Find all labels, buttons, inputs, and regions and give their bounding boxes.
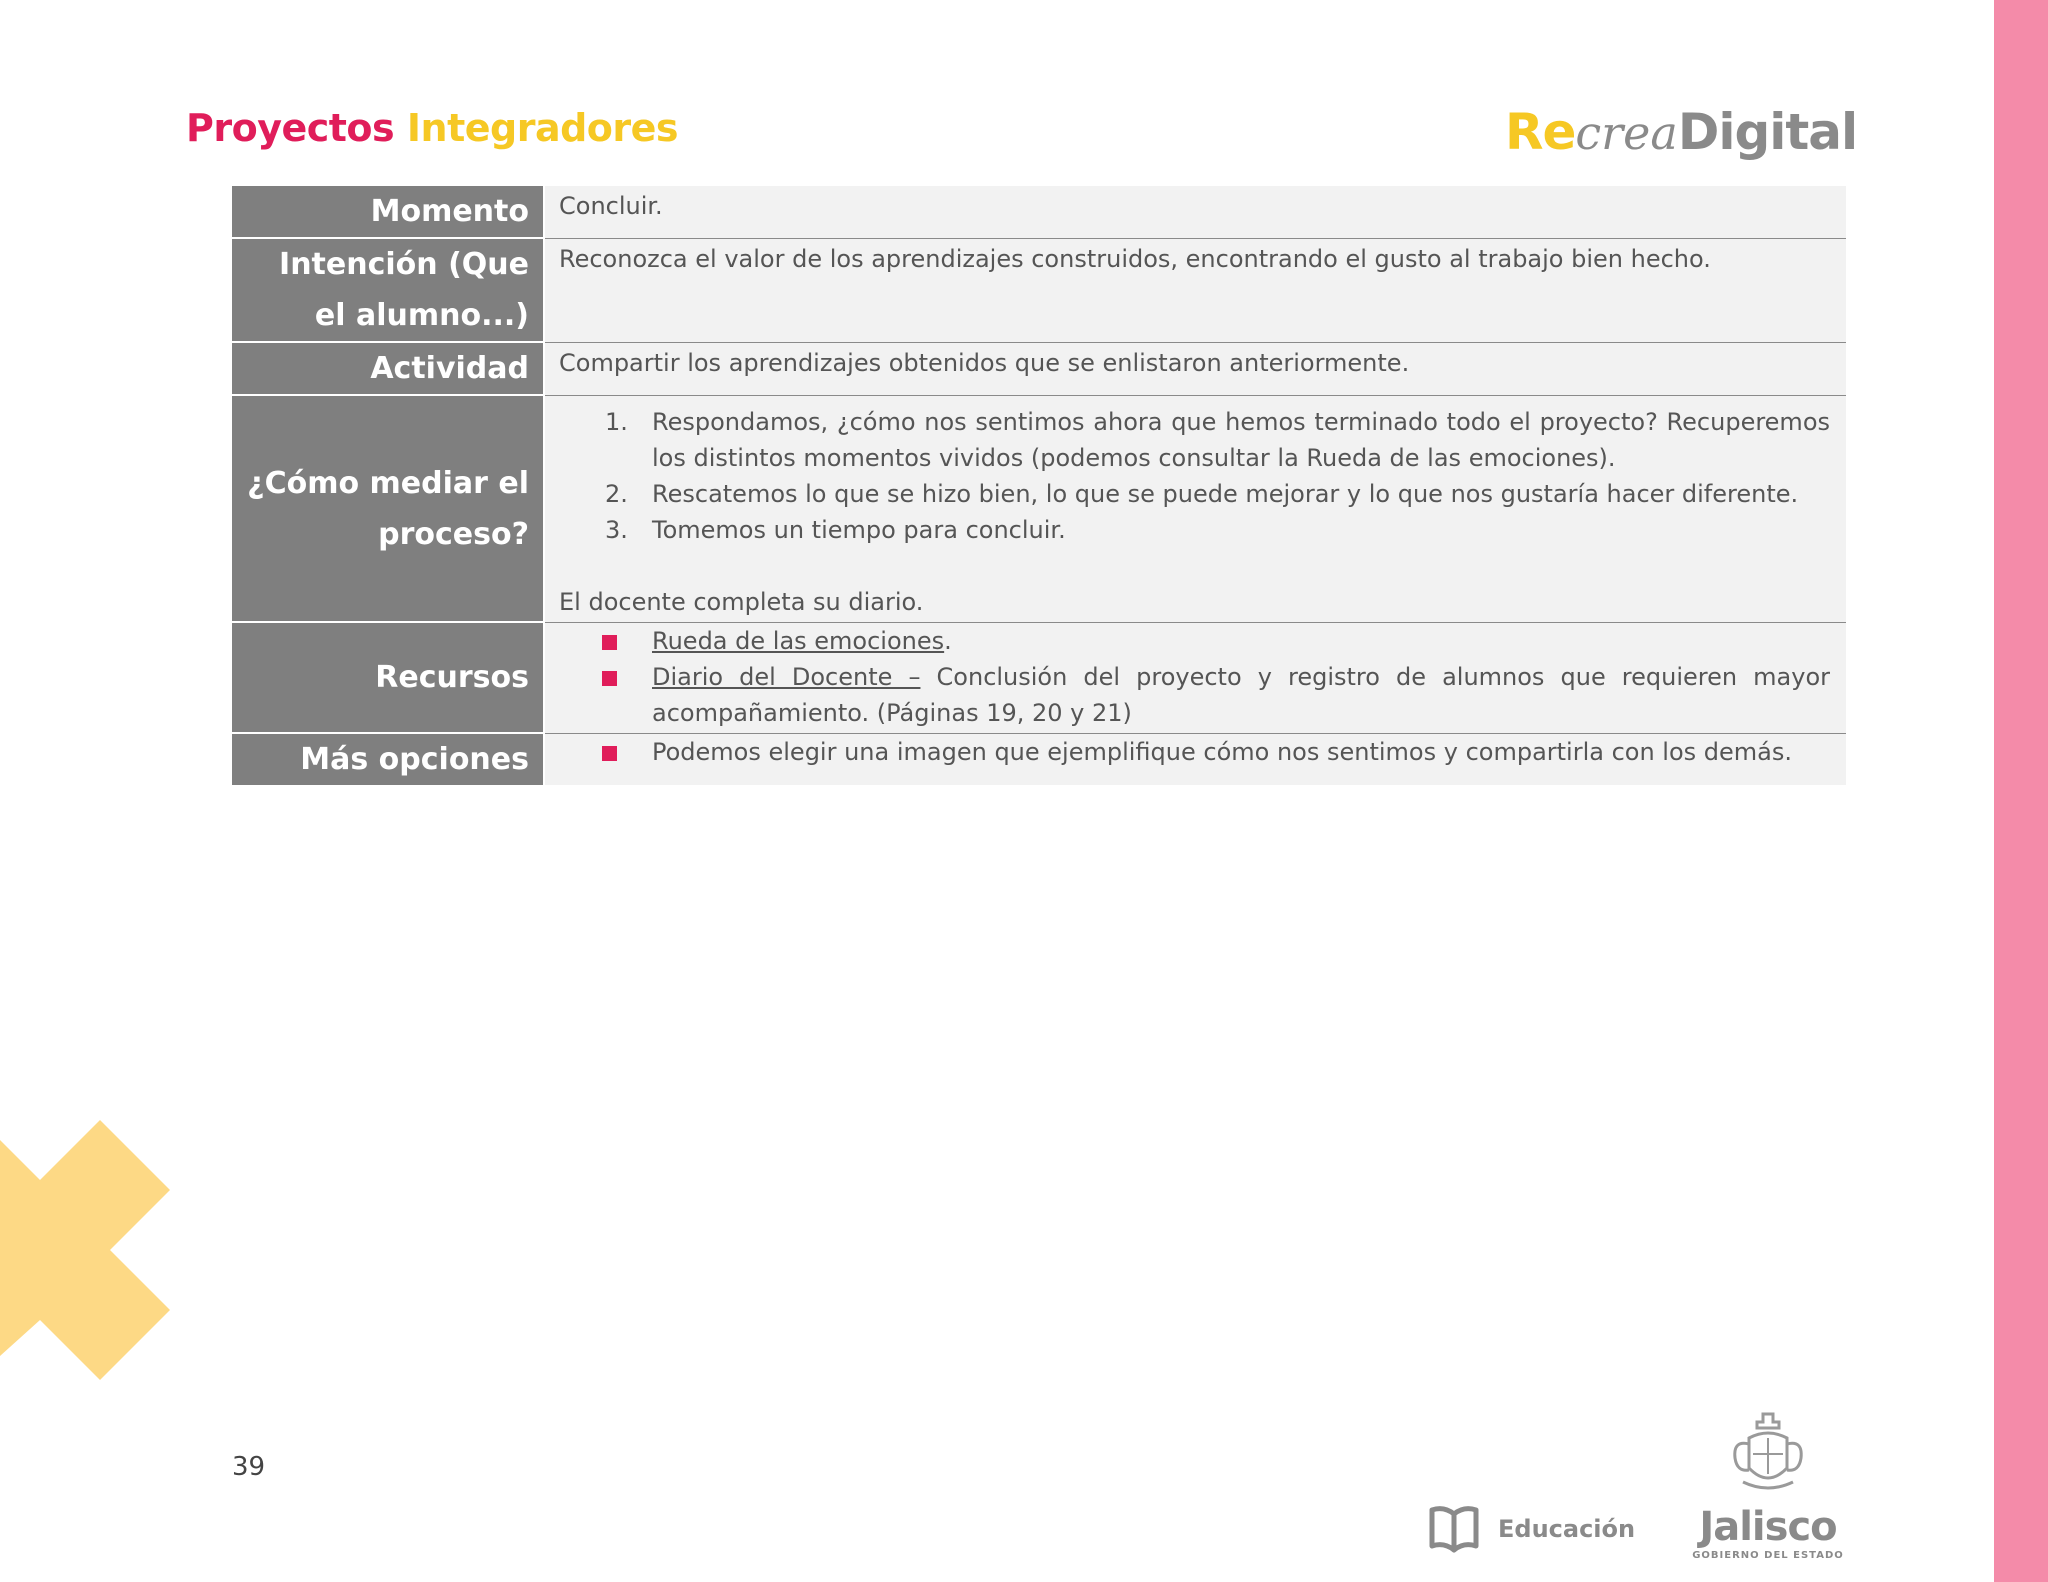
logo-digital: Digital	[1677, 103, 1858, 161]
spacer	[559, 548, 1830, 584]
label-momento: Momento	[232, 186, 544, 238]
x-shape-path	[0, 1080, 170, 1410]
book-icon	[1428, 1502, 1480, 1556]
jalisco-name: Jalisco	[1699, 1504, 1837, 1550]
bullet-square-icon	[602, 671, 617, 686]
step-number: 1.	[605, 407, 628, 436]
item-text: Podemos elegir una imagen que ejemplifique cómo nos sentimos y compartirla con los demás.	[652, 737, 1793, 766]
list-item	[559, 476, 1830, 512]
step-text: Rescatemos lo que se hizo bien, lo que se puede mejorar y lo que nos gustaría hacer diferente.	[652, 479, 1799, 508]
item-text: .	[944, 626, 952, 655]
page-number: 39	[232, 1452, 266, 1482]
list-item	[559, 623, 1830, 659]
educacion-logo	[1428, 1502, 1635, 1556]
value-mas-opciones	[544, 733, 1846, 785]
bullet-square-icon	[602, 746, 617, 761]
list-item	[559, 659, 1830, 731]
value-recursos	[544, 622, 1846, 733]
recrea-digital-logo	[1505, 102, 1857, 163]
label-intencion: Intención (Que el alumno...)	[232, 238, 544, 342]
value-intencion: Reconozca el valor de los aprendizajes construidos, encontrando el gusto al trabajo bien hecho.	[544, 238, 1846, 342]
jalisco-logo	[1686, 1408, 1850, 1562]
list-item	[559, 734, 1830, 770]
row-recursos	[232, 622, 1846, 733]
row-intencion	[232, 238, 1846, 342]
title-part-2: Integradores	[406, 106, 679, 150]
docente-note: El docente completa su diario.	[559, 587, 924, 616]
title-part-1: Proyectos	[186, 106, 395, 150]
coat-of-arms-icon	[1723, 1408, 1813, 1500]
list-item	[559, 404, 1830, 476]
step-number: 3.	[605, 515, 628, 544]
label-como-mediar: ¿Cómo mediar el proceso?	[232, 395, 544, 622]
row-actividad	[232, 342, 1846, 395]
row-como-mediar	[232, 395, 1846, 622]
bullet-square-icon	[602, 635, 617, 650]
row-mas-opciones	[232, 733, 1846, 785]
mas-opciones-list	[559, 734, 1830, 770]
step-number: 2.	[605, 479, 628, 508]
label-actividad: Actividad	[232, 342, 544, 395]
activity-table	[232, 186, 1846, 785]
row-momento	[232, 186, 1846, 238]
list-item	[559, 512, 1830, 548]
logo-re: Re	[1505, 103, 1576, 161]
logo-crea: crea	[1575, 106, 1678, 160]
page-title	[186, 106, 678, 150]
educacion-label: Educación	[1498, 1515, 1636, 1543]
label-recursos: Recursos	[232, 622, 544, 733]
value-momento: Concluir.	[544, 186, 1846, 238]
rueda-emociones-link[interactable]: Rueda de las emociones	[652, 626, 945, 655]
step-text: Tomemos un tiempo para concluir.	[652, 515, 1066, 544]
diario-docente-link[interactable]: Diario del Docente –	[652, 662, 921, 691]
label-mas-opciones: Más opciones	[232, 733, 544, 785]
step-text: Respondamos, ¿cómo nos sentimos ahora que hemos terminado todo el proyecto? Recuperemos los distintos momentos vividos (podemos consultar la Rueda de las emociones).	[652, 407, 1830, 472]
item-text: Conclusión del proyecto y registro de alumnos que requieren mayor acompañamiento. (Páginas 19, 20 y 21)	[652, 662, 1830, 727]
value-actividad: Compartir los aprendizajes obtenidos que se enlistaron anteriormente.	[544, 342, 1846, 395]
x-shape-decoration	[0, 1080, 180, 1410]
recursos-list	[559, 623, 1830, 731]
pink-side-bar	[1994, 0, 2048, 1582]
gobierno-label: GOBIERNO DEL ESTADO	[1692, 1550, 1844, 1561]
steps-list	[559, 404, 1830, 548]
value-como-mediar	[544, 395, 1846, 622]
